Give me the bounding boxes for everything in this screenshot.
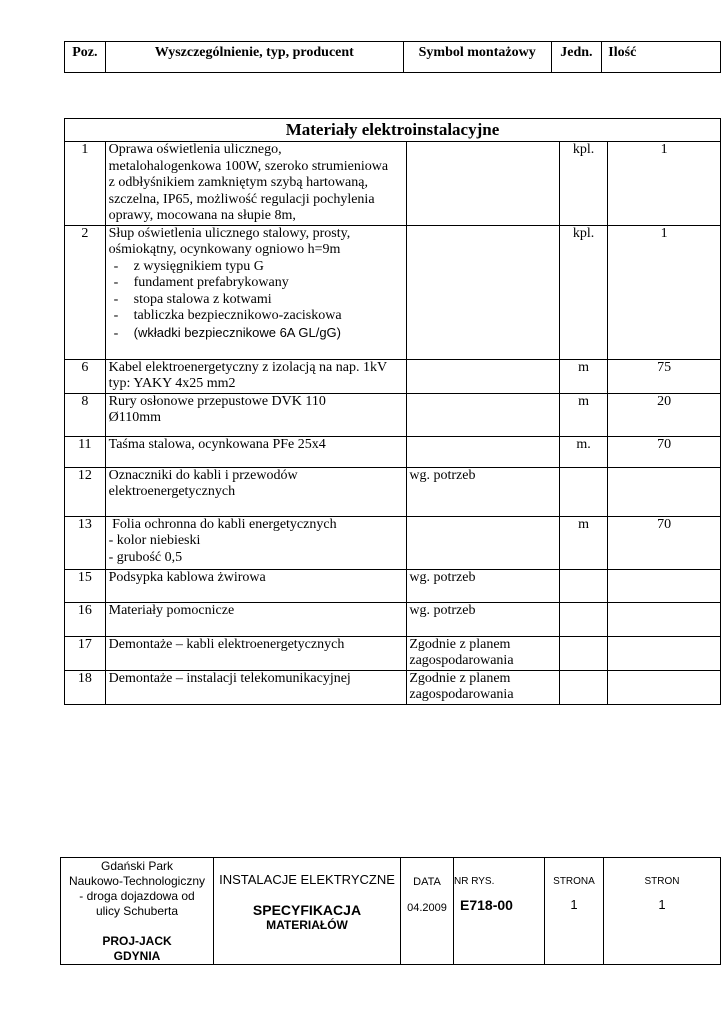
row-description [105, 670, 407, 704]
description-line: ośmiokątny, ocynkowany ogniowo h=9m [108, 242, 341, 257]
nr-value: E718-00 [460, 897, 513, 913]
row-unit [559, 670, 608, 704]
description-line: Folia ochronna do kabli energetycznych [108, 516, 337, 532]
description-line: oprawy, mocowana na słupie 8m, [108, 208, 296, 223]
row-symbol [407, 436, 559, 467]
row-unit: m [559, 516, 608, 569]
pages-value: 1 [658, 897, 666, 912]
row-quantity [608, 602, 721, 636]
row-position: 17 [65, 636, 106, 670]
row-description [105, 225, 407, 359]
row-position: 12 [65, 467, 106, 516]
row-description [105, 516, 407, 569]
row-unit: kpl. [559, 142, 608, 226]
description-line: Podsypka kablowa żwirowa [108, 569, 266, 585]
row-unit: m [559, 359, 608, 393]
table-row [65, 569, 721, 602]
row-unit: m [559, 393, 608, 436]
document-info [214, 858, 401, 965]
header-table [64, 41, 721, 73]
description-line: Rury osłonowe przepustowe DVK 110 [108, 393, 326, 409]
row-quantity [608, 670, 721, 704]
description-line: Słup oświetlenia ulicznego stalowy, prosty, [108, 225, 351, 241]
description-line: Ø110mm [108, 410, 161, 425]
bullet-dash: - [113, 308, 119, 323]
row-symbol [407, 467, 559, 516]
bullet-dash: - [113, 325, 119, 341]
row-unit [559, 467, 608, 516]
row-position: 11 [65, 436, 106, 467]
row-position: 6 [65, 359, 106, 393]
page-value: 1 [570, 897, 578, 912]
row-symbol [407, 225, 559, 359]
row-position: 13 [65, 516, 106, 569]
table-row [65, 359, 721, 393]
date-value: 04.2009 [407, 902, 447, 914]
row-symbol [407, 602, 559, 636]
pages-label: STRON [644, 876, 680, 887]
project-name-line: ulicy Schuberta [95, 904, 179, 918]
company-name-line: GDYNIA [113, 949, 161, 963]
row-position: 18 [65, 670, 106, 704]
component-label: (wkładki bezpiecznikowe 6A GL/gG) [133, 324, 341, 340]
row-symbol [407, 359, 559, 393]
description-line: Oprawa oświetlenia ulicznego, [108, 142, 282, 157]
description-line: elektroenergetycznych [108, 484, 236, 499]
symbol-line: zagospodarowania [409, 653, 514, 668]
table-row [65, 602, 721, 636]
title-block-row [61, 858, 721, 965]
symbol-line: zagospodarowania [409, 687, 514, 702]
component-item [109, 325, 407, 343]
row-quantity: 75 [608, 359, 721, 393]
component-item [109, 259, 407, 276]
row-position: 2 [65, 225, 106, 359]
description-line: - grubość 0,5 [108, 549, 183, 565]
materials-table [64, 118, 721, 705]
description-line: Taśma stalowa, ocynkowana PFe 25x4 [108, 436, 326, 452]
table-row [65, 225, 721, 359]
description-line: Kabel elektroenergetyczny z izolacją na nap. 1kV [108, 359, 388, 375]
header-row [65, 42, 721, 73]
table-row [65, 670, 721, 704]
row-description [105, 142, 407, 226]
section-row [65, 119, 721, 142]
project-info [61, 858, 214, 965]
symbol-line: wg. potrzeb [409, 602, 476, 618]
description-line: szczelna, IP65, możliwość regulacji pochylenia [108, 191, 375, 207]
category: INSTALACJE ELEKTRYCZNE [219, 872, 395, 887]
title-block [60, 857, 721, 965]
row-description [105, 602, 407, 636]
row-position: 8 [65, 393, 106, 436]
table-row [65, 636, 721, 670]
description-line: Oznaczniki do kabli i przewodów [108, 467, 298, 483]
page-cell [545, 858, 604, 965]
component-item [109, 292, 407, 309]
header-description: Wyszczególnienie, typ, producent [105, 42, 403, 73]
row-position: 1 [65, 142, 106, 226]
table-row [65, 516, 721, 569]
row-symbol [407, 516, 559, 569]
row-description [105, 393, 407, 436]
description-line: typ: YAKY 4x25 mm2 [108, 376, 236, 391]
row-unit [559, 569, 608, 602]
row-symbol [407, 670, 559, 704]
doc-title: SPECYFIKACJA [252, 902, 362, 918]
component-label: fundament prefabrykowany [133, 275, 289, 290]
table-row [65, 467, 721, 516]
doc-subtitle: MATERIAŁÓW [266, 918, 348, 932]
symbol-line: Zgodnie z planem [409, 670, 511, 686]
nr-label: NR RYS. [454, 876, 495, 887]
row-description [105, 359, 407, 393]
row-unit: kpl. [559, 225, 608, 359]
table-row [65, 393, 721, 436]
description-line: - kolor niebieski [108, 533, 201, 548]
symbol-line: wg. potrzeb [409, 467, 476, 483]
row-unit [559, 602, 608, 636]
row-quantity: 20 [608, 393, 721, 436]
row-unit: m. [559, 436, 608, 467]
pages-cell [604, 858, 721, 965]
project-name-line: Gdański Park [100, 859, 174, 873]
row-quantity: 1 [608, 142, 721, 226]
project-name-line: Naukowo-Technologiczny [68, 874, 206, 888]
component-label: stopa stalowa z kotwami [133, 291, 272, 307]
bullet-dash: - [113, 275, 119, 290]
row-description [105, 436, 407, 467]
project-name [61, 859, 213, 919]
component-item [109, 308, 407, 325]
row-quantity: 70 [608, 436, 721, 467]
row-symbol [407, 142, 559, 226]
header-quantity: Ilość [602, 42, 721, 73]
row-description [105, 569, 407, 602]
header-symbol: Symbol montażowy [403, 42, 551, 73]
component-item [109, 275, 407, 292]
component-label: z wysięgnikiem typu G [133, 258, 264, 274]
company-name [61, 934, 213, 964]
bullet-dash: - [113, 258, 119, 274]
table-row [65, 142, 721, 226]
drawing-number-cell [454, 858, 545, 965]
description-line: metalohalogenkowa 100W, szeroko strumieniowa [108, 158, 389, 174]
row-symbol [407, 393, 559, 436]
row-quantity: 1 [608, 225, 721, 359]
row-unit [559, 636, 608, 670]
symbol-line: wg. potrzeb [409, 569, 476, 585]
company-name-line: PROJ-JACK [102, 934, 172, 948]
date-cell [401, 858, 454, 965]
table-row [65, 436, 721, 467]
header-pos: Poz. [65, 42, 106, 73]
row-symbol [407, 636, 559, 670]
row-description [105, 636, 407, 670]
description-line: Materiały pomocnicze [108, 602, 235, 618]
description-line: Demontaże – instalacji telekomunikacyjnej [108, 670, 351, 686]
page-label: STRONA [553, 876, 595, 887]
row-quantity: 70 [608, 516, 721, 569]
row-symbol [407, 569, 559, 602]
row-position: 15 [65, 569, 106, 602]
header-unit: Jedn. [551, 42, 602, 73]
date-label: DATA [413, 876, 441, 888]
row-quantity [608, 569, 721, 602]
row-quantity [608, 636, 721, 670]
symbol-line: Zgodnie z planem [409, 636, 511, 652]
component-label: tabliczka bezpiecznikowo-zaciskowa [133, 308, 342, 323]
row-quantity [608, 467, 721, 516]
row-description [105, 467, 407, 516]
row-position: 16 [65, 602, 106, 636]
bullet-dash: - [113, 291, 119, 307]
section-title: Materiały elektroinstalacyjne [65, 119, 721, 142]
description-line: Demontaże – kabli elektroenergetycznych [108, 636, 345, 652]
description-line: z odbłyśnikiem zamkniętym szybą hartowaną, [108, 175, 368, 190]
project-name-line: - droga dojazdowa od [79, 889, 195, 903]
